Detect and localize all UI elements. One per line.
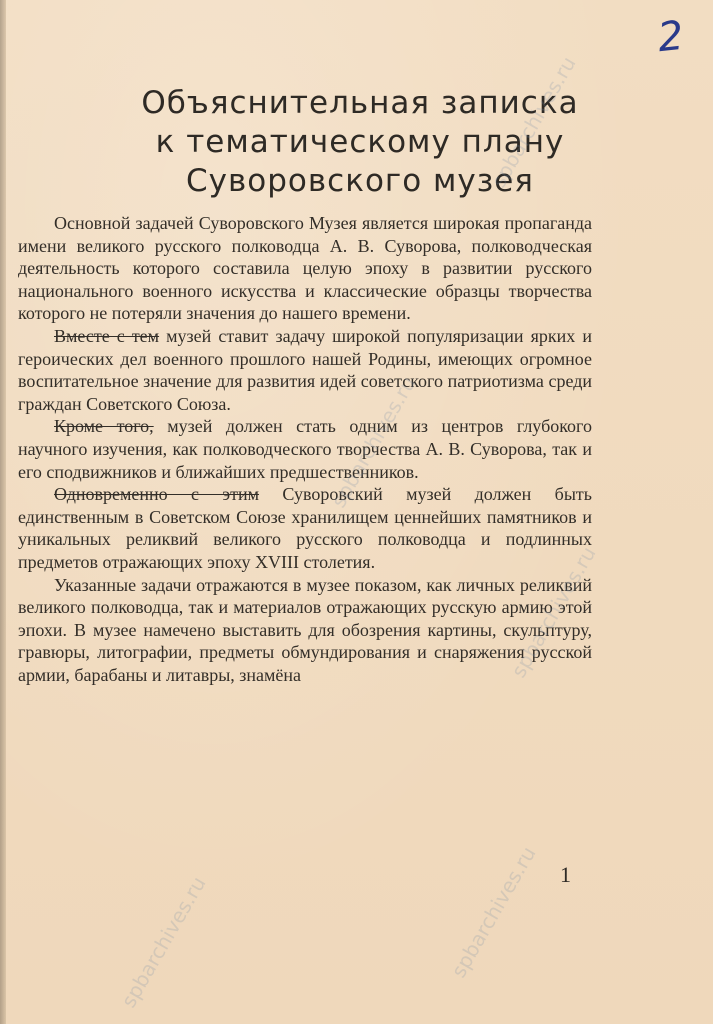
paragraph-3 [18, 415, 592, 483]
title-line-2: к тематическому плану [155, 124, 565, 160]
paragraph-5: Указанные задачи отражаются в музее показом, как личных реликвий великого полководца, так и материалов отражающих русскую армию этой эпохи. В музее намечено выставить для обозрения картины, скульптуру, гравюры, литографии, предметы обмундирования и снаряжения русской армии, барабаны и литавры, знамёна [18, 574, 592, 685]
watermark: spbarchives.ru [116, 872, 211, 1012]
folio-number: 1 [560, 862, 571, 887]
paragraph-3-text: музей должен стать одним из центров глубокого научного изучения, как полководческого творчества А. В. Суворова, так и его сподвижников и ближайших предшественников. [18, 416, 592, 482]
struck-text: Вместе с тем [54, 325, 160, 346]
paragraph-2 [18, 325, 592, 415]
paragraph-4 [18, 483, 592, 573]
watermark: spbarchives.ru [486, 52, 581, 192]
watermark: spbarchives.ru [326, 372, 421, 512]
title-line-3: Суворовского музея [186, 163, 534, 199]
document-body [18, 212, 592, 686]
title-line-1: Объяснительная записка [141, 85, 579, 121]
watermark: spbarchives.ru [506, 542, 601, 682]
paragraph-4-text: Суворовский музей должен быть единственным в Советском Союзе хранилищем ценнейших памятников и уникальных реликвий великого русского полководца и подлинных предметов отражающих эпоху XVIII столетия. [18, 484, 592, 572]
watermark: spbarchives.ru [446, 842, 541, 982]
document-title [40, 84, 680, 201]
handwritten-page-number: 2 [655, 12, 686, 62]
struck-text: Кроме того, [54, 416, 154, 437]
paragraph-1: Основной задачей Суворовского Музея является широкая пропаганда имени великого русского полководца А. В. Суворова, полководческая деятельность которого составила целую эпоху в развитии русского национального военного искусства и классические образцы творчества которого не потеряли значения до нашего времени. [18, 213, 592, 324]
paragraph-2-text: музей ставит задачу широкой популяризации ярких и героических дел военного прошлого нашей Родины, имеющих огромное воспитательное значение для развития идей советского патриотизма среди граждан Советского Союза. [18, 325, 592, 414]
binding-edge [0, 0, 6, 1024]
struck-text: Одновременно с этим [54, 484, 260, 505]
